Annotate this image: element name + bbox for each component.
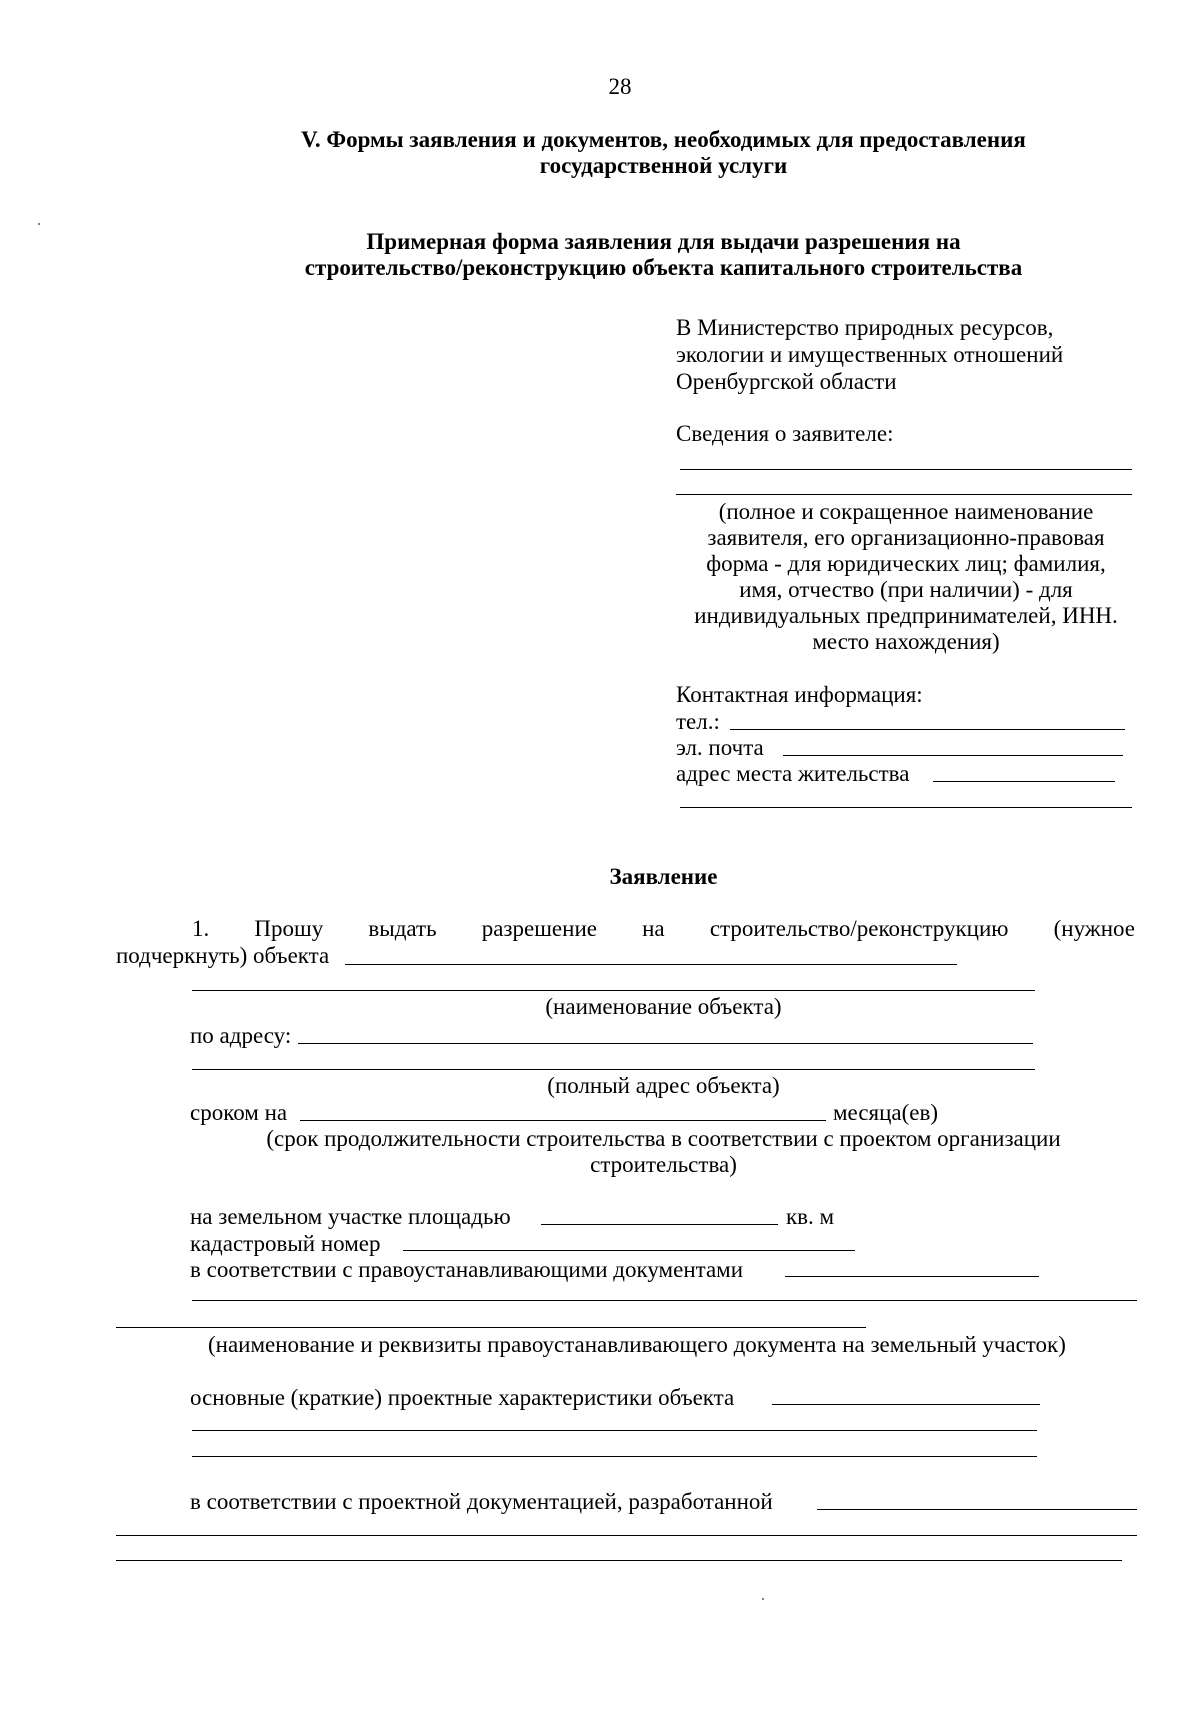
object-address-fill-line-1[interactable] (298, 1043, 1033, 1044)
applicant-fill-line-2[interactable] (676, 494, 1132, 495)
area-label: на земельном участке площадью (190, 1204, 511, 1229)
email-label: эл. почта (676, 735, 764, 760)
term-fill-line[interactable] (300, 1120, 826, 1121)
page-number: 28 (608, 74, 632, 99)
residence-fill-line-2[interactable] (680, 807, 1132, 808)
characteristics-fill-line-1[interactable] (772, 1404, 1040, 1405)
cadastral-label: кадастровый номер (190, 1231, 381, 1256)
object-fill-line-2[interactable] (192, 990, 1035, 991)
applicant-hint-3: форма - для юридических лиц; фамилия, (706, 551, 1106, 576)
form-title-line1: Примерная форма заявления для выдачи разрешения на (366, 229, 961, 254)
address-hint: (полный адрес объекта) (547, 1073, 780, 1098)
form-title-line2: строительство/реконструкцию объекта капитального строительства (304, 255, 1023, 280)
object-address-fill-line-2[interactable] (192, 1069, 1035, 1070)
item1-line2: подчеркнуть) объекта (116, 943, 330, 968)
section-title-line2: государственной услуги (539, 153, 788, 178)
email-fill-line[interactable] (783, 755, 1123, 756)
address-label: адрес места жительства (676, 761, 910, 786)
design-docs-fill-line-2[interactable] (116, 1535, 1137, 1536)
section-title-line1: V. Формы заявления и документов, необходимых для предоставления (301, 127, 1026, 152)
term-unit: месяца(ев) (833, 1100, 939, 1125)
item1-line1 (192, 916, 1135, 942)
address-by-label: по адресу: (190, 1023, 292, 1048)
item1-word-7: (нужное (1053, 916, 1135, 941)
object-name-hint: (наименование объекта) (545, 994, 782, 1019)
rights-fill-line-3[interactable] (116, 1327, 866, 1328)
item1-word-2: Прошу (254, 916, 324, 941)
phone-fill-line[interactable] (730, 729, 1125, 730)
rights-label: в соответствии с правоустанавливающими документами (190, 1257, 744, 1282)
rights-fill-line-2[interactable] (192, 1300, 1137, 1301)
item1-word-3: выдать (368, 916, 437, 941)
term-hint-line1: (срок продолжительности строительства в соответствии с проектом организации (266, 1126, 1061, 1151)
area-fill-line[interactable] (541, 1224, 778, 1225)
design-docs-fill-line-3[interactable] (116, 1560, 1122, 1561)
applicant-fill-line-1[interactable] (680, 469, 1132, 470)
term-label: сроком на (190, 1100, 288, 1125)
contacts-label: Контактная информация: (676, 682, 923, 707)
applicant-hint-6: место нахождения) (812, 629, 1000, 654)
residence-fill-line-1[interactable] (933, 781, 1115, 782)
applicant-label: Сведения о заявителе: (676, 421, 894, 446)
statement-title: Заявление (609, 864, 718, 889)
rights-fill-line-1[interactable] (785, 1276, 1039, 1277)
applicant-hint-4: имя, отчество (при наличии) - для (739, 577, 1073, 602)
scan-speck (762, 1598, 764, 1600)
item1-word-6: строительство/реконструкцию (709, 916, 1009, 941)
applicant-hint-1: (полное и сокращенное наименование (718, 499, 1094, 524)
characteristics-fill-line-2[interactable] (192, 1430, 1037, 1431)
area-unit: кв. м (786, 1204, 835, 1229)
applicant-hint-2: заявителя, его организационно-правовая (707, 525, 1105, 550)
characteristics-label: основные (краткие) проектные характеристики объекта (190, 1385, 735, 1410)
item1-word-4: разрешение (481, 916, 597, 941)
cadastral-fill-line[interactable] (403, 1250, 855, 1251)
object-fill-line-1[interactable] (345, 964, 957, 965)
addressee-line2: экологии и имущественных отношений (676, 342, 1064, 367)
item1-word-1: 1. (192, 916, 210, 941)
scan-speck (38, 223, 40, 225)
design-docs-label: в соответствии с проектной документацией, разработанной (190, 1489, 773, 1514)
design-docs-fill-line-1[interactable] (817, 1509, 1137, 1510)
rights-hint: (наименование и реквизиты правоустанавливающего документа на земельный участок) (208, 1332, 1066, 1357)
applicant-hint-5: индивидуальных предпринимателей, ИНН. (694, 603, 1118, 628)
term-hint-line2: строительства) (590, 1152, 737, 1177)
addressee-line1: В Министерство природных ресурсов, (676, 315, 1054, 340)
addressee-line3: Оренбургской области (676, 369, 897, 394)
phone-label: тел.: (676, 709, 720, 734)
characteristics-fill-line-3[interactable] (192, 1456, 1037, 1457)
item1-word-5: на (642, 916, 665, 941)
